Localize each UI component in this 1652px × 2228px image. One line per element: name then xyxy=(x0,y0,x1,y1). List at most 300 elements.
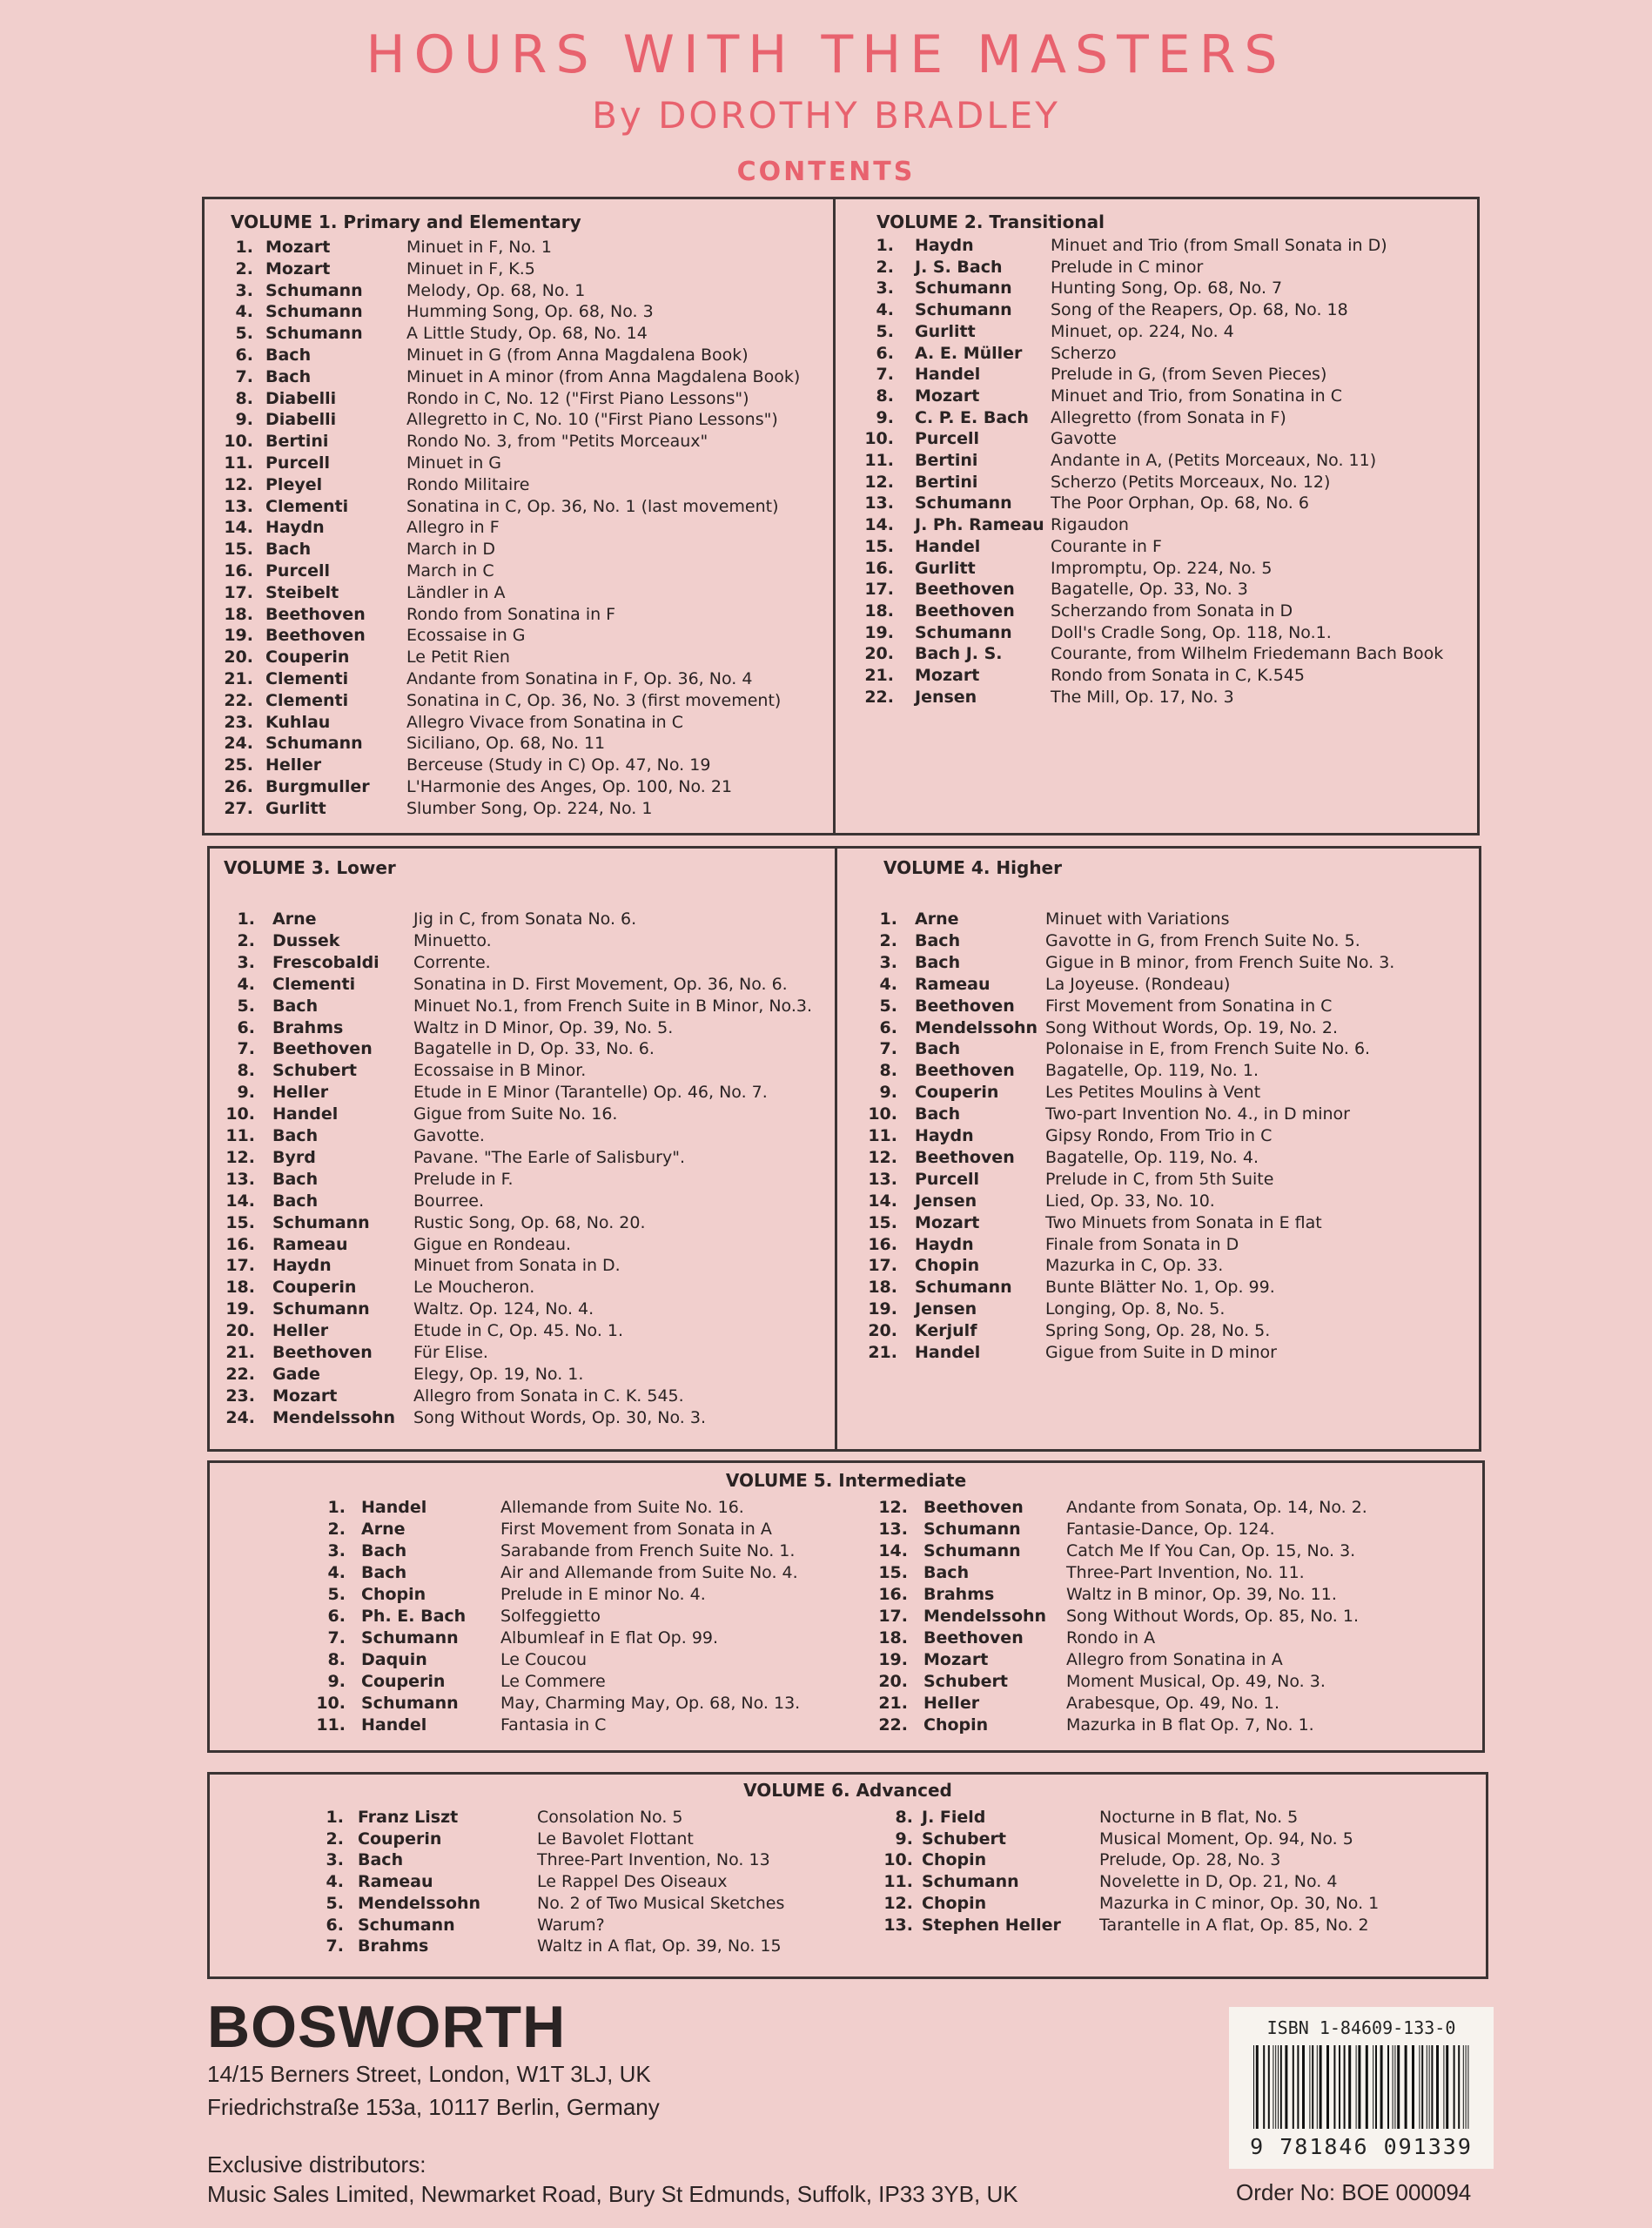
composer-name: Beethoven xyxy=(915,580,1015,600)
item-number: 6. xyxy=(876,343,894,363)
barcode-bar xyxy=(1253,2045,1254,2129)
work-title: Etude in E Minor (Tarantelle) Op. 46, No. 7. xyxy=(413,1083,768,1103)
item-number: 6. xyxy=(237,1017,255,1037)
work-title: Rondo from Sonata in C, K.545 xyxy=(1051,666,1305,685)
item-number: 1. xyxy=(235,238,253,257)
work-title: Minuet with Variations xyxy=(1045,909,1230,929)
barcode-bar xyxy=(1421,2045,1423,2129)
composer-name: Schumann xyxy=(265,280,363,300)
item-number: 27. xyxy=(224,798,253,818)
composer-name: Schumann xyxy=(915,1278,1012,1298)
composer-name: Arne xyxy=(272,909,317,929)
composer-name: Mozart xyxy=(915,386,980,406)
item-number: 17. xyxy=(878,1607,908,1626)
work-title: Minuet and Trio, from Sonatina in C xyxy=(1051,386,1343,406)
item-number: 12. xyxy=(864,472,894,492)
work-title: Bagatelle, Op. 119, No. 1. xyxy=(1045,1061,1259,1081)
composer-name: Purcell xyxy=(915,1169,979,1189)
item-number: 8. xyxy=(895,1808,913,1827)
composer-name: Mendelssohn xyxy=(915,1017,1038,1037)
work-title: Bunte Blätter No. 1, Op. 99. xyxy=(1045,1278,1275,1298)
work-title: Waltz. Op. 124, No. 4. xyxy=(413,1299,594,1319)
composer-name: Couperin xyxy=(272,1278,357,1298)
item-number: 1. xyxy=(879,909,897,929)
composer-name: Frescobaldi xyxy=(272,952,379,972)
work-title: Le Commere xyxy=(500,1672,606,1691)
work-title: Scherzo xyxy=(1051,343,1117,363)
item-number: 12. xyxy=(224,474,253,494)
item-number: 2. xyxy=(879,930,897,950)
work-title: Melody, Op. 68, No. 1 xyxy=(406,280,586,300)
item-number: 14. xyxy=(868,1191,897,1211)
work-title: Polonaise in E, from French Suite No. 6. xyxy=(1045,1039,1371,1059)
work-title: Spring Song, Op. 28, No. 5. xyxy=(1045,1321,1271,1341)
composer-name: Haydn xyxy=(265,518,325,538)
item-number: 7. xyxy=(876,365,894,385)
work-title: May, Charming May, Op. 68, No. 13. xyxy=(500,1694,801,1713)
barcode-bar xyxy=(1275,2045,1276,2129)
item-number: 15. xyxy=(868,1212,897,1232)
composer-name: Handel xyxy=(272,1104,339,1124)
composer-name: Beethoven xyxy=(265,626,366,646)
item-number: 19. xyxy=(224,626,253,646)
item-number: 5. xyxy=(876,321,894,341)
volume-5-box xyxy=(207,1460,1485,1753)
item-number: 2. xyxy=(237,930,255,950)
barcode-number: 9 781846 091339 xyxy=(1250,2134,1473,2159)
volumes-1-2-box xyxy=(202,197,1480,836)
item-number: 20. xyxy=(878,1672,908,1691)
work-title: Elegy, Op. 19, No. 1. xyxy=(413,1364,584,1384)
item-number: 4. xyxy=(879,974,897,994)
work-title: A Little Study, Op. 68, No. 14 xyxy=(406,324,648,344)
work-title: Albumleaf in E flat Op. 99. xyxy=(500,1628,719,1648)
volume-5-title: VOLUME 5. Intermediate xyxy=(725,1470,967,1491)
composer-name: J. Ph. Rameau xyxy=(915,515,1044,535)
work-title: No. 2 of Two Musical Sketches xyxy=(537,1893,785,1913)
item-number: 14. xyxy=(878,1541,908,1560)
item-number: 4. xyxy=(876,300,894,320)
work-title: Minuet in A minor (from Anna Magdalena Book) xyxy=(406,366,801,386)
work-title: Gavotte in G, from French Suite No. 5. xyxy=(1045,930,1360,950)
barcode-bar xyxy=(1285,2045,1287,2129)
work-title: Allegro from Sonatina in A xyxy=(1066,1650,1283,1669)
work-title: Nocturne in B flat, No. 5 xyxy=(1099,1808,1299,1827)
composer-name: Schubert xyxy=(923,1672,1008,1691)
item-number: 5. xyxy=(326,1893,344,1913)
composer-name: Haydn xyxy=(915,236,974,255)
publisher-logo: BOSWORTH xyxy=(207,1994,567,2060)
item-number: 12. xyxy=(868,1147,897,1167)
composer-name: Gurlitt xyxy=(915,558,976,578)
composer-name: Schumann xyxy=(358,1915,455,1935)
composer-name: Schumann xyxy=(915,493,1012,513)
work-title: Minuet, op. 224, No. 4 xyxy=(1051,321,1234,341)
work-title: Courante, from Wilhelm Friedemann Bach Book xyxy=(1051,644,1444,664)
composer-name: Kerjulf xyxy=(915,1321,977,1341)
book-author: By DOROTHY BRADLEY xyxy=(592,94,1060,137)
composer-name: Chopin xyxy=(923,1715,989,1735)
composer-name: C. P. E. Bach xyxy=(915,407,1029,427)
composer-name: Daquin xyxy=(361,1650,427,1669)
composer-name: Brahms xyxy=(358,1936,429,1956)
work-title: Gigue in B minor, from French Suite No. 3. xyxy=(1045,952,1395,972)
work-title: Musical Moment, Op. 94, No. 5 xyxy=(1099,1829,1353,1849)
item-number: 11. xyxy=(316,1715,346,1735)
composer-name: Beethoven xyxy=(923,1628,1024,1648)
barcode-image xyxy=(1253,2045,1469,2129)
item-number: 9. xyxy=(879,1083,897,1103)
composer-name: Chopin xyxy=(922,1850,987,1870)
composer-name: Dussek xyxy=(272,930,340,950)
composer-name: Schumann xyxy=(265,324,363,344)
item-number: 20. xyxy=(868,1321,897,1341)
composer-name: Bach J. S. xyxy=(915,644,1003,664)
work-title: Le Coucou xyxy=(500,1650,588,1669)
work-title: Etude in C, Op. 45. No. 1. xyxy=(413,1321,624,1341)
composer-name: Mozart xyxy=(915,666,980,685)
composer-name: Burgmuller xyxy=(265,777,370,796)
barcode-bar xyxy=(1302,2045,1305,2129)
item-number: 15. xyxy=(864,536,894,556)
item-number: 21. xyxy=(878,1694,908,1713)
barcode-bar xyxy=(1366,2045,1368,2129)
work-title: Allegro in F xyxy=(406,518,500,538)
item-number: 3. xyxy=(326,1850,344,1870)
composer-name: Couperin xyxy=(358,1829,442,1849)
work-title: Scherzo (Petits Morceaux, No. 12) xyxy=(1051,472,1331,492)
work-title: Three-Part Invention, No. 11. xyxy=(1066,1563,1305,1582)
barcode-bar xyxy=(1405,2045,1407,2129)
composer-name: Handel xyxy=(361,1498,427,1517)
item-number: 12. xyxy=(225,1147,255,1167)
composer-name: Handel xyxy=(915,1343,981,1362)
work-title: Les Petites Moulins à Vent xyxy=(1045,1083,1261,1103)
composer-name: Jensen xyxy=(915,687,977,707)
barcode-bar xyxy=(1458,2045,1460,2129)
composer-name: Stephen Heller xyxy=(922,1915,1061,1935)
composer-name: Mendelssohn xyxy=(923,1607,1047,1626)
work-title: Bagatelle, Op. 119, No. 4. xyxy=(1045,1147,1259,1167)
barcode-bar xyxy=(1312,2045,1313,2129)
volume-1-title: VOLUME 1. Primary and Elementary xyxy=(231,211,581,232)
item-number: 4. xyxy=(237,974,255,994)
barcode-bar xyxy=(1317,2045,1318,2129)
work-title: Rondo in C, No. 12 ("First Piano Lessons") xyxy=(406,388,749,408)
work-title: Song of the Reapers, Op. 68, No. 18 xyxy=(1051,300,1348,320)
work-title: Sonatina in C, Op. 36, No. 1 (last movement) xyxy=(406,496,779,516)
composer-name: Jensen xyxy=(915,1299,977,1319)
item-number: 20. xyxy=(224,648,253,668)
work-title: Für Elise. xyxy=(413,1343,488,1362)
composer-name: Handel xyxy=(915,536,981,556)
item-number: 16. xyxy=(225,1234,255,1254)
item-number: 26. xyxy=(224,777,253,796)
work-title: Siciliano, Op. 68, No. 11 xyxy=(406,734,606,754)
item-number: 6. xyxy=(327,1607,346,1626)
volumes-3-4-box xyxy=(207,846,1481,1452)
work-title: Waltz in A flat, Op. 39, No. 15 xyxy=(537,1936,782,1956)
item-number: 21. xyxy=(868,1343,897,1362)
item-number: 5. xyxy=(327,1585,346,1604)
item-number: 17. xyxy=(224,582,253,602)
work-title: Minuet No.1, from French Suite in B Minor, No.3. xyxy=(413,996,812,1016)
item-number: 1. xyxy=(876,236,894,255)
composer-name: Diabelli xyxy=(265,388,337,408)
composer-name: Beethoven xyxy=(272,1039,373,1059)
item-number: 8. xyxy=(876,386,894,406)
work-title: The Poor Orphan, Op. 68, No. 6 xyxy=(1051,493,1309,513)
work-title: Consolation No. 5 xyxy=(537,1808,683,1827)
work-title: Doll's Cradle Song, Op. 118, No.1. xyxy=(1051,622,1332,642)
work-title: Le Rappel Des Oiseaux xyxy=(537,1872,728,1892)
work-title: Song Without Words, Op. 30, No. 3. xyxy=(413,1407,706,1427)
composer-name: Bach xyxy=(265,540,312,560)
composer-name: Franz Liszt xyxy=(358,1808,459,1827)
composer-name: Chopin xyxy=(922,1893,987,1913)
work-title: Two-part Invention No. 4., in D minor xyxy=(1045,1104,1350,1124)
item-number: 18. xyxy=(864,601,894,621)
item-number: 9. xyxy=(895,1829,913,1849)
work-title: Le Moucheron. xyxy=(413,1278,535,1298)
item-number: 3. xyxy=(237,952,255,972)
composer-name: Mozart xyxy=(915,1212,980,1232)
item-number: 13. xyxy=(883,1915,913,1935)
isbn-barcode-label xyxy=(1229,2007,1494,2169)
item-number: 5. xyxy=(879,996,897,1016)
book-title: HOURS WITH THE MASTERS xyxy=(366,24,1286,85)
barcode-bar xyxy=(1333,2045,1335,2129)
composer-name: J. Field xyxy=(922,1808,986,1827)
barcode-bar xyxy=(1467,2045,1468,2129)
composer-name: Clementi xyxy=(265,669,349,688)
item-number: 21. xyxy=(224,669,253,688)
barcode-bar xyxy=(1429,2045,1430,2129)
composer-name: Beethoven xyxy=(915,601,1015,621)
composer-name: Schumann xyxy=(923,1541,1021,1560)
composer-name: Brahms xyxy=(923,1585,995,1604)
item-number: 22. xyxy=(878,1715,908,1735)
work-title: Prelude in G, (from Seven Pieces) xyxy=(1051,365,1327,385)
composer-name: Beethoven xyxy=(915,1147,1015,1167)
composer-name: Ph. E. Bach xyxy=(361,1607,467,1626)
barcode-bar xyxy=(1463,2045,1464,2129)
composer-name: Clementi xyxy=(272,974,356,994)
work-title: Slumber Song, Op. 224, No. 1 xyxy=(406,798,653,818)
barcode-bar xyxy=(1446,2045,1448,2129)
composer-name: Arne xyxy=(361,1520,406,1539)
composer-name: Bach xyxy=(361,1541,407,1560)
barcode-bar xyxy=(1436,2045,1439,2129)
item-number: 5. xyxy=(237,996,255,1016)
composer-name: Mozart xyxy=(272,1386,338,1406)
item-number: 13. xyxy=(224,496,253,516)
barcode-bar xyxy=(1326,2045,1329,2129)
barcode-bar xyxy=(1356,2045,1357,2129)
composer-name: Mozart xyxy=(265,258,331,278)
work-title: Gipsy Rondo, From Trio in C xyxy=(1045,1126,1273,1145)
work-title: Air and Allemande from Suite No. 4. xyxy=(500,1563,798,1582)
volume-3-title: VOLUME 3. Lower xyxy=(224,857,396,878)
work-title: Two Minuets from Sonata in E flat xyxy=(1045,1212,1322,1232)
composer-name: Schubert xyxy=(922,1829,1006,1849)
work-title: Catch Me If You Can, Op. 15, No. 3. xyxy=(1066,1541,1356,1560)
work-title: Rigaudon xyxy=(1051,515,1129,535)
work-title: Three-Part Invention, No. 13 xyxy=(537,1850,770,1870)
composer-name: Schumann xyxy=(272,1212,370,1232)
composer-name: Diabelli xyxy=(265,410,337,430)
work-title: Ecossaise in G xyxy=(406,626,526,646)
work-title: The Mill, Op. 17, No. 3 xyxy=(1051,687,1234,707)
item-number: 17. xyxy=(225,1256,255,1276)
item-number: 1. xyxy=(326,1808,344,1827)
composer-name: Clementi xyxy=(265,690,349,710)
work-title: Allemande from Suite No. 16. xyxy=(500,1498,744,1517)
work-title: Prelude in C minor xyxy=(1051,257,1204,277)
work-title: Song Without Words, Op. 19, No. 2. xyxy=(1045,1017,1338,1037)
composer-name: Bach xyxy=(915,1039,961,1059)
work-title: Longing, Op. 8, No. 5. xyxy=(1045,1299,1226,1319)
work-title: March in D xyxy=(406,540,495,560)
composer-name: Schubert xyxy=(272,1061,357,1081)
composer-name: Handel xyxy=(915,365,981,385)
barcode-bar xyxy=(1419,2045,1420,2129)
composer-name: Pleyel xyxy=(265,474,323,494)
composer-name: Heller xyxy=(265,755,322,775)
item-number: 4. xyxy=(235,302,253,322)
work-title: Scherzando from Sonata in D xyxy=(1051,601,1293,621)
composer-name: Schumann xyxy=(272,1299,370,1319)
composer-name: Schumann xyxy=(915,278,1012,299)
barcode-bar xyxy=(1297,2045,1299,2129)
composer-name: Steibelt xyxy=(265,582,339,602)
composer-name: Bach xyxy=(915,952,961,972)
work-title: Song Without Words, Op. 85, No. 1. xyxy=(1066,1607,1359,1626)
item-number: 11. xyxy=(883,1872,913,1892)
work-title: Waltz in B minor, Op. 39, No. 11. xyxy=(1066,1585,1337,1604)
work-title: Courante in F xyxy=(1051,536,1162,556)
work-title: Andante from Sonatina in F, Op. 36, No. 4 xyxy=(406,669,753,688)
work-title: Ecossaise in B Minor. xyxy=(413,1061,587,1081)
work-title: Minuet and Trio (from Small Sonata in D) xyxy=(1051,236,1387,255)
composer-name: Schumann xyxy=(915,300,1012,320)
work-title: Waltz in D Minor, Op. 39, No. 5. xyxy=(413,1017,674,1037)
item-number: 3. xyxy=(235,280,253,300)
work-title: Ländler in A xyxy=(406,582,506,602)
work-title: Minuet from Sonata in D. xyxy=(413,1256,621,1276)
work-title: Gigue from Suite No. 16. xyxy=(413,1104,618,1124)
work-title: Solfeggietto xyxy=(500,1607,601,1626)
item-number: 10. xyxy=(868,1104,897,1124)
composer-name: Handel xyxy=(361,1715,427,1735)
work-title: Hunting Song, Op. 68, No. 7 xyxy=(1051,278,1283,299)
composer-name: Gurlitt xyxy=(915,321,976,341)
composer-name: Bertini xyxy=(915,472,978,492)
composer-name: Bach xyxy=(265,366,312,386)
item-number: 15. xyxy=(224,540,253,560)
work-title: Moment Musical, Op. 49, No. 3. xyxy=(1066,1672,1326,1691)
work-title: Gavotte xyxy=(1051,429,1117,449)
composer-name: Schumann xyxy=(922,1872,1019,1892)
volume-4-title: VOLUME 4. Higher xyxy=(883,857,1062,878)
item-number: 8. xyxy=(237,1061,255,1081)
item-number: 18. xyxy=(225,1278,255,1298)
work-title: Novelette in D, Op. 21, No. 4 xyxy=(1099,1872,1338,1892)
composer-name: Bach xyxy=(272,1191,319,1211)
composer-name: Bach xyxy=(272,1126,319,1145)
item-number: 14. xyxy=(864,515,894,535)
item-number: 8. xyxy=(327,1650,346,1669)
composer-name: Purcell xyxy=(915,429,979,449)
item-number: 9. xyxy=(327,1672,346,1691)
composer-name: Bach xyxy=(915,930,961,950)
composer-name: Haydn xyxy=(915,1234,974,1254)
composer-name: Bach xyxy=(265,346,312,365)
work-title: Gigue en Rondeau. xyxy=(413,1234,572,1254)
item-number: 5. xyxy=(235,324,253,344)
item-number: 18. xyxy=(878,1628,908,1648)
composer-name: Heller xyxy=(923,1694,980,1713)
work-title: Allegro Vivace from Sonatina in C xyxy=(406,712,683,732)
composer-name: Bertini xyxy=(265,432,329,452)
composer-name: Beethoven xyxy=(915,996,1015,1016)
publisher-address-london: 14/15 Berners Street, London, W1T 3LJ, UK xyxy=(207,2061,651,2087)
item-number: 13. xyxy=(868,1169,897,1189)
composer-name: Clementi xyxy=(265,496,349,516)
contents-heading: CONTENTS xyxy=(736,157,916,187)
work-title: Mazurka in C minor, Op. 30, No. 1 xyxy=(1099,1893,1380,1913)
barcode-bar xyxy=(1454,2045,1455,2129)
item-number: 14. xyxy=(224,518,253,538)
work-title: Tarantelle in A flat, Op. 85, No. 2 xyxy=(1099,1915,1369,1935)
work-title: Minuetto. xyxy=(413,930,492,950)
item-number: 17. xyxy=(868,1256,897,1276)
item-number: 8. xyxy=(879,1061,897,1081)
composer-name: Byrd xyxy=(272,1147,316,1167)
item-number: 20. xyxy=(864,644,894,664)
item-number: 15. xyxy=(878,1563,908,1582)
barcode-bar xyxy=(1375,2045,1377,2129)
item-number: 6. xyxy=(879,1017,897,1037)
barcode-bar xyxy=(1387,2045,1389,2129)
work-title: March in C xyxy=(406,561,494,580)
work-title: Gavotte. xyxy=(413,1126,485,1145)
barcode-bar xyxy=(1431,2045,1433,2129)
barcode-bar xyxy=(1412,2045,1414,2129)
composer-name: Arne xyxy=(915,909,959,929)
work-title: Allegretto (from Sonata in F) xyxy=(1051,407,1286,427)
composer-name: Couperin xyxy=(361,1672,446,1691)
work-title: Rondo Militaire xyxy=(406,474,530,494)
barcode-bar xyxy=(1443,2045,1444,2129)
composer-name: Bach xyxy=(272,996,319,1016)
composer-name: Schumann xyxy=(361,1694,459,1713)
item-number: 9. xyxy=(876,407,894,427)
item-number: 4. xyxy=(326,1872,344,1892)
work-title: Prelude in C, from 5th Suite xyxy=(1045,1169,1274,1189)
work-title: Jig in C, from Sonata No. 6. xyxy=(413,909,637,929)
work-title: Finale from Sonata in D xyxy=(1045,1234,1239,1254)
composer-name: Heller xyxy=(272,1321,329,1341)
barcode-bar xyxy=(1344,2045,1346,2129)
item-number: 2. xyxy=(235,258,253,278)
item-number: 16. xyxy=(868,1234,897,1254)
composer-name: Rameau xyxy=(358,1872,433,1892)
barcode-bar xyxy=(1256,2045,1259,2129)
item-number: 19. xyxy=(864,622,894,642)
composer-name: Beethoven xyxy=(265,604,366,624)
composer-name: Mozart xyxy=(265,238,331,257)
